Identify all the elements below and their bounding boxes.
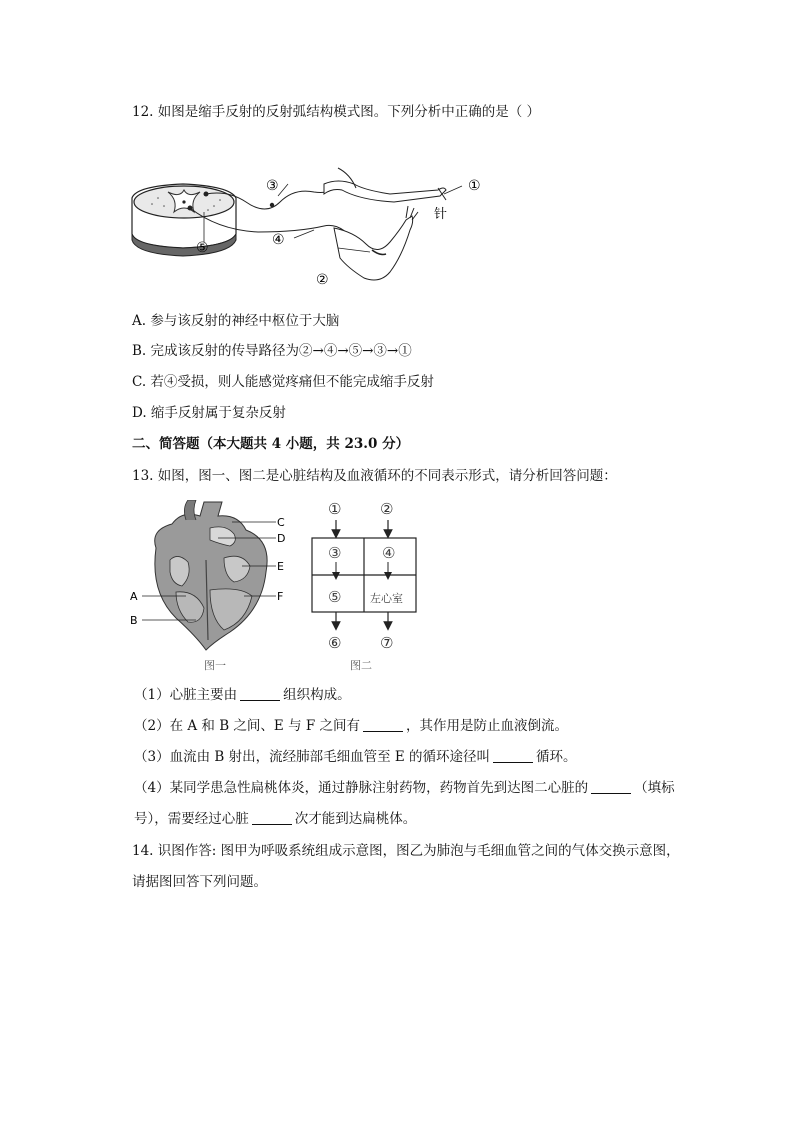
schem-3: ③: [328, 544, 342, 562]
heart-label-c: C: [277, 516, 285, 529]
label-4: ④: [272, 232, 285, 248]
answer-blank-4[interactable]: [591, 779, 631, 794]
q13-sub1: （1）心脏主要由 组织构成。: [134, 687, 351, 703]
heart-label-a: A: [130, 590, 138, 603]
schem-left-ventricle: 左心室: [370, 592, 403, 605]
arm-lower: [334, 216, 413, 280]
label-needle: 针: [434, 207, 448, 222]
schem-6: ⑥: [328, 634, 342, 652]
label-3: ③: [266, 178, 279, 194]
heart-figure: [126, 500, 296, 656]
schem-5: ⑤: [328, 588, 342, 606]
schem-2: ②: [380, 500, 394, 518]
q14-line1: 14. 识图作答: 图甲为呼吸系统组成示意图，图乙为肺泡与毛细血管之间的气体交换示意图，: [132, 843, 680, 859]
circulation-schematic: [306, 498, 426, 656]
q13-sub2: （2）在 A 和 B 之间、E 与 F 之间有 ，其作用是防止血液倒流。: [134, 718, 569, 734]
label-5: ⑤: [196, 240, 209, 256]
schem-1: ①: [328, 500, 342, 518]
q13-stem: 13. 如图，图一、图二是心脏结构及血液循环的不同表示形式，请分析回答问题：: [132, 468, 617, 484]
answer-blank-2[interactable]: [363, 717, 403, 732]
q13-sub3: （3）血流由 B 射出，流经肺部毛细血管至 E 的循环途径叫 循环。: [134, 749, 577, 765]
arm-upper: [324, 181, 446, 202]
heart-label-e: E: [277, 560, 284, 573]
spinal-cord-illustration: [132, 184, 236, 256]
answer-blank-3[interactable]: [493, 748, 533, 763]
answer-blank-5[interactable]: [252, 810, 292, 825]
schem-7: ⑦: [380, 634, 394, 652]
answer-blank-1[interactable]: [240, 686, 280, 701]
q12-stem: 12. 如图是缩手反射的反射弧结构模式图。下列分析中正确的是（ ）: [132, 104, 541, 120]
q12-option-a: A. 参与该反射的神经中枢位于大脑: [132, 313, 340, 329]
q13-sub4-cont: 号），需要经过心脏 次才能到达扁桃体。: [134, 811, 417, 827]
label-1: ①: [468, 178, 481, 194]
q14-line2: 请据图回答下列问题。: [132, 874, 267, 890]
schem-4: ④: [382, 544, 396, 562]
heart-label-b: B: [130, 614, 138, 627]
q12-option-c: C. 若④受损，则人能感觉疼痛但不能完成缩手反射: [132, 374, 434, 390]
q12-option-b: B. 完成该反射的传导路径为②→④→⑤→③→①: [132, 343, 412, 359]
fig1-caption: 图一: [204, 659, 226, 672]
heart-label-f: F: [277, 590, 284, 603]
heart-label-d: D: [277, 532, 286, 545]
label-2: ②: [316, 272, 329, 288]
q13-sub4: （4）某同学患急性扁桃体炎，通过静脉注射药物，药物首先到达图二心脏的 （填标: [134, 780, 675, 796]
fig2-caption: 图二: [350, 659, 372, 672]
reflex-arc-figure: [128, 160, 498, 300]
q12-option-d: D. 缩手反射属于复杂反射: [132, 405, 286, 421]
section-title: 二、简答题（本大题共 4 小题，共 23.0 分）: [132, 436, 410, 452]
